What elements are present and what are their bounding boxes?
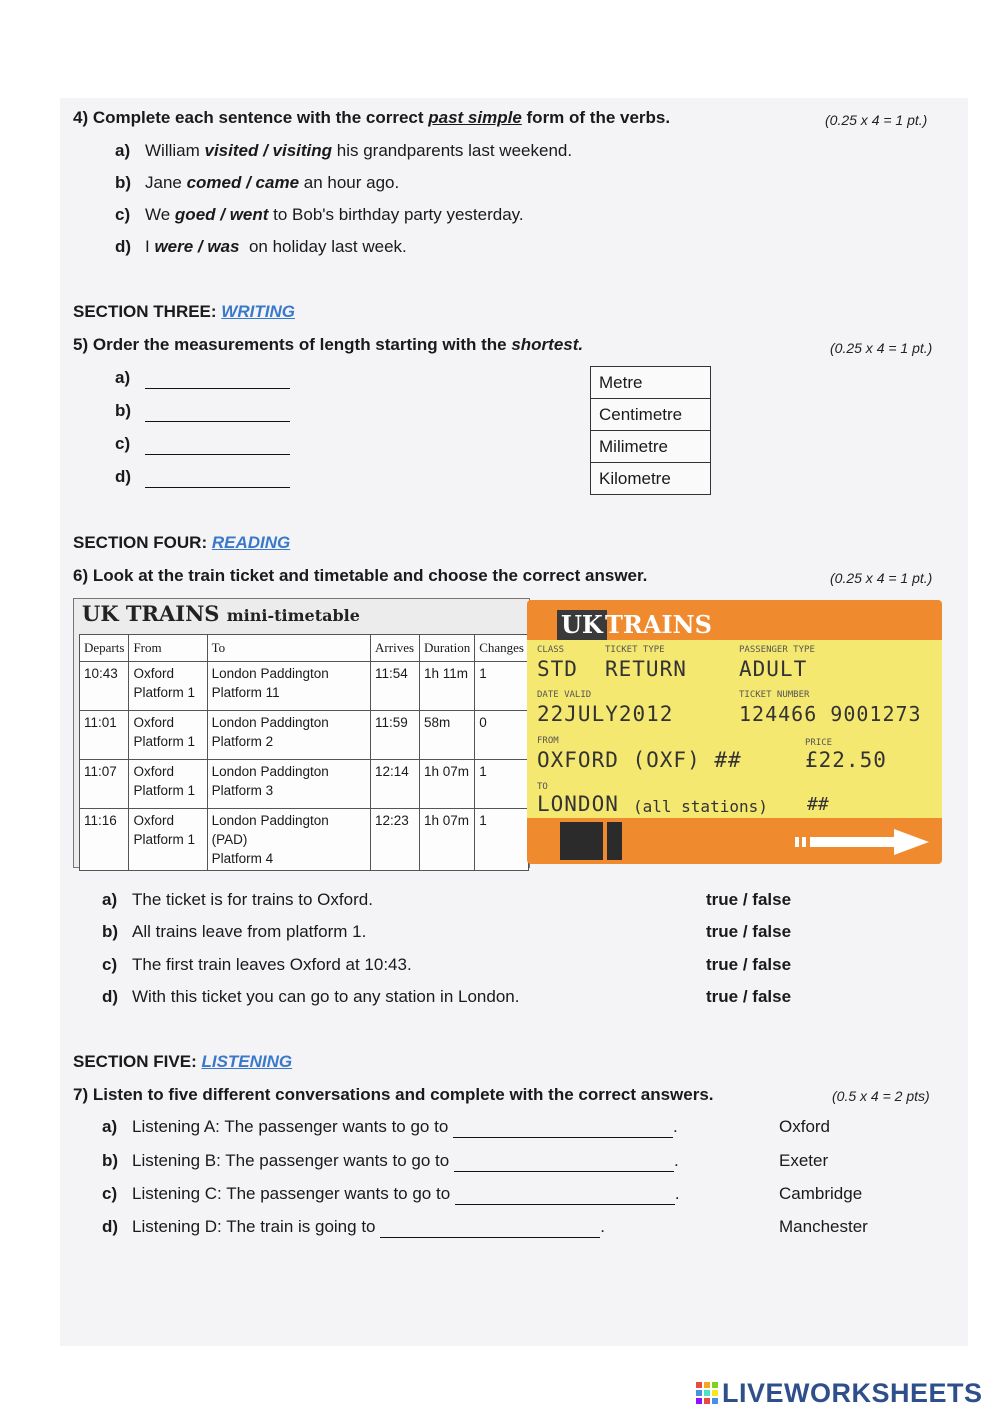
item-text: William bbox=[145, 141, 205, 160]
q6-points: (0.25 x 4 = 1 pt.) bbox=[830, 570, 933, 586]
verb-choice[interactable]: comed / came bbox=[186, 173, 300, 192]
item-label: a) bbox=[102, 890, 118, 909]
q5-answer-a bbox=[115, 368, 290, 389]
q7-prompt bbox=[73, 1085, 714, 1105]
q5-prompt bbox=[73, 335, 583, 355]
ticket-price-label: PRICE bbox=[805, 738, 833, 748]
item-label: c) bbox=[115, 205, 131, 224]
ticket-type-value: RETURN bbox=[605, 657, 687, 681]
verb-choice[interactable]: goed / went bbox=[174, 205, 269, 224]
q5-points: (0.25 x 4 = 1 pt.) bbox=[830, 340, 933, 356]
cell-from bbox=[129, 760, 207, 809]
end-mark: . bbox=[674, 1184, 680, 1203]
item-label: b) bbox=[115, 401, 132, 420]
timetable-subtitle: mini-timetable bbox=[226, 606, 360, 625]
section-title: SECTION FOUR: bbox=[73, 533, 212, 552]
from-station: Oxford bbox=[133, 666, 174, 681]
section-three-heading bbox=[73, 302, 295, 322]
table-row bbox=[80, 662, 529, 711]
item-text: Listening B: The passenger wants to go to bbox=[132, 1151, 450, 1170]
from-platform: Platform 1 bbox=[133, 685, 195, 700]
q5-answer-c bbox=[115, 434, 290, 455]
cell-changes: 1 bbox=[475, 760, 529, 809]
from-station: Oxford bbox=[133, 764, 174, 779]
section-five-heading bbox=[73, 1052, 292, 1072]
destination-option: Cambridge bbox=[779, 1184, 863, 1203]
from-station: Oxford bbox=[133, 813, 174, 828]
q4-points: (0.25 x 4 = 1 pt.) bbox=[825, 112, 928, 128]
item-text: Listening A: The passenger wants to go to bbox=[132, 1117, 449, 1136]
ticket-passenger-value: ADULT bbox=[739, 657, 808, 681]
item-label: b) bbox=[115, 173, 132, 192]
q4-prompt-emphasis: past simple bbox=[428, 108, 522, 127]
answer-blank[interactable] bbox=[455, 1184, 675, 1205]
cell-arrives: 11:54 bbox=[371, 662, 420, 711]
ticket-to-extra: (all stations) bbox=[633, 797, 768, 816]
q5-prompt-text: Order the measurements of length starting with the bbox=[92, 335, 512, 354]
timetable-title bbox=[82, 601, 360, 626]
verb-choice[interactable]: visited / visiting bbox=[204, 141, 333, 160]
cell-arrives: 11:59 bbox=[371, 711, 420, 760]
item-label: c) bbox=[115, 434, 131, 453]
train-ticket bbox=[527, 600, 942, 864]
ticket-number-label: TICKET NUMBER bbox=[739, 690, 810, 700]
to-platform: Platform 3 bbox=[211, 783, 274, 798]
cell-duration: 1h 07m bbox=[419, 809, 474, 871]
end-mark: . bbox=[673, 1151, 679, 1170]
q5-prompt-emphasis: shortest. bbox=[511, 335, 584, 354]
item-text: We bbox=[145, 205, 175, 224]
ticket-brand-trains: TRAINS bbox=[605, 610, 712, 639]
col-header: From bbox=[129, 635, 207, 662]
to-station: London Paddington bbox=[211, 715, 329, 730]
item-label: a) bbox=[102, 1117, 118, 1136]
true-false-choice[interactable]: true / false bbox=[706, 922, 792, 941]
cell-from bbox=[129, 809, 207, 871]
ticket-from-label: FROM bbox=[537, 736, 559, 746]
from-platform: Platform 1 bbox=[133, 832, 195, 847]
from-platform: Platform 1 bbox=[133, 783, 195, 798]
ticket-magstripe bbox=[560, 822, 622, 860]
ticket-passenger-label: PASSENGER TYPE bbox=[739, 645, 815, 655]
q7-number: 7) bbox=[73, 1085, 89, 1104]
verb-choice[interactable]: were / was bbox=[154, 237, 240, 256]
item-text: to Bob's birthday party yesterday. bbox=[268, 205, 524, 224]
ticket-brand-uk: UK bbox=[557, 610, 607, 640]
timetable-title-main: UK TRAINS bbox=[82, 601, 220, 626]
liveworksheets-brand[interactable]: LIVEWORKSHEETS bbox=[722, 1378, 983, 1408]
item-text: on holiday last week. bbox=[239, 237, 407, 256]
end-mark: . bbox=[600, 1217, 605, 1236]
answer-blank[interactable] bbox=[145, 434, 290, 455]
q4-item-d bbox=[115, 237, 407, 257]
q4-prompt-text: Complete each sentence with the correct bbox=[92, 108, 429, 127]
q7-item-d bbox=[102, 1217, 605, 1238]
section-title: SECTION FIVE: bbox=[73, 1052, 202, 1071]
ticket-to-value: LONDON bbox=[537, 792, 619, 816]
q6-item-b bbox=[102, 922, 366, 942]
ticket-type-label: TICKET TYPE bbox=[605, 645, 665, 655]
q7-points: (0.5 x 4 = 2 pts) bbox=[832, 1088, 930, 1104]
q6-number: 6) bbox=[73, 566, 89, 585]
q5-number: 5) bbox=[73, 335, 89, 354]
item-label: b) bbox=[102, 1151, 119, 1170]
cell-to bbox=[207, 662, 370, 711]
item-label: c) bbox=[102, 955, 118, 974]
col-header: To bbox=[207, 635, 370, 662]
cell-departs: 11:07 bbox=[80, 760, 129, 809]
to-station: London Paddington (PAD) bbox=[211, 813, 329, 847]
destination-option: Oxford bbox=[779, 1117, 831, 1136]
cell-duration: 1h 11m bbox=[419, 662, 474, 711]
item-text: I bbox=[145, 237, 155, 256]
to-station: London Paddington bbox=[211, 666, 329, 681]
item-text: All trains leave from platform 1. bbox=[132, 922, 367, 941]
item-label: d) bbox=[115, 237, 132, 256]
ticket-date-value: 22JULY2012 bbox=[537, 702, 674, 726]
measurement-option[interactable]: Kilometre bbox=[591, 463, 711, 495]
ticket-to-label: TO bbox=[537, 782, 548, 792]
ticket-header bbox=[527, 600, 942, 640]
cell-changes: 1 bbox=[475, 809, 529, 871]
ticket-arrow-icon bbox=[795, 828, 935, 858]
item-text: his grandparents last weekend. bbox=[332, 141, 573, 160]
table-row bbox=[80, 809, 529, 871]
col-header: Changes bbox=[475, 635, 529, 662]
section-four-heading bbox=[73, 533, 290, 553]
liveworksheets-logo-icon bbox=[696, 1382, 718, 1404]
q4-prompt-text-end: form of the verbs. bbox=[521, 108, 671, 127]
col-header: Departs bbox=[80, 635, 129, 662]
table-row bbox=[80, 711, 529, 760]
cell-arrives: 12:23 bbox=[371, 809, 420, 871]
from-station: Oxford bbox=[133, 715, 174, 730]
cell-to bbox=[207, 760, 370, 809]
item-label: c) bbox=[102, 1184, 118, 1203]
q6-item-d bbox=[102, 987, 519, 1007]
ticket-stripe bbox=[603, 822, 607, 860]
cell-departs: 11:16 bbox=[80, 809, 129, 871]
section-link-reading[interactable]: READING bbox=[211, 533, 291, 552]
answer-blank[interactable] bbox=[454, 1151, 674, 1172]
col-header: Arrives bbox=[371, 635, 420, 662]
section-title: SECTION THREE: bbox=[73, 302, 222, 321]
ticket-price-value: £22.50 bbox=[805, 748, 887, 772]
answer-blank[interactable] bbox=[145, 401, 290, 422]
measurement-option[interactable]: Metre bbox=[591, 367, 711, 399]
ticket-details bbox=[527, 640, 942, 818]
ticket-number-value: 124466 9001273 bbox=[739, 702, 922, 726]
q4-item-b bbox=[115, 173, 399, 193]
to-platform: Platform 2 bbox=[211, 734, 274, 749]
to-station: London Paddington bbox=[211, 764, 329, 779]
cell-from bbox=[129, 711, 207, 760]
q7-item-a bbox=[102, 1117, 678, 1138]
ticket-from-value: OXFORD (OXF) ## bbox=[537, 748, 742, 772]
cell-changes: 1 bbox=[475, 662, 529, 711]
q4-prompt bbox=[73, 108, 670, 128]
cell-departs: 11:01 bbox=[80, 711, 129, 760]
q7-prompt-text: Listen to five different conversations and complete with the correct answers. bbox=[92, 1085, 714, 1104]
q5-answer-d bbox=[115, 467, 290, 488]
measurement-option[interactable]: Milimetre bbox=[591, 431, 711, 463]
q4-number: 4) bbox=[73, 108, 89, 127]
q6-prompt-text: Look at the train ticket and timetable and choose the correct answer. bbox=[92, 566, 648, 585]
to-platform: Platform 4 bbox=[211, 851, 274, 866]
timetable-table bbox=[79, 634, 529, 871]
item-text: With this ticket you can go to any station in London. bbox=[132, 987, 520, 1006]
true-false-choice[interactable]: true / false bbox=[706, 955, 792, 974]
cell-duration: 58m bbox=[419, 711, 474, 760]
q4-item-a bbox=[115, 141, 572, 161]
item-text: an hour ago. bbox=[299, 173, 400, 192]
q6-item-c bbox=[102, 955, 412, 975]
item-label: d) bbox=[115, 467, 132, 486]
cell-duration: 1h 07m bbox=[419, 760, 474, 809]
measurements-table bbox=[590, 366, 711, 495]
item-text: The ticket is for trains to Oxford. bbox=[132, 890, 373, 909]
cell-changes: 0 bbox=[475, 711, 529, 760]
item-text: Jane bbox=[145, 173, 187, 192]
cell-from bbox=[129, 662, 207, 711]
measurement-option[interactable]: Centimetre bbox=[591, 399, 711, 431]
item-label: d) bbox=[102, 1217, 119, 1236]
q4-item-c bbox=[115, 205, 524, 225]
answer-blank[interactable] bbox=[380, 1217, 600, 1238]
ticket-class-label: CLASS bbox=[537, 645, 565, 655]
cell-arrives: 12:14 bbox=[371, 760, 420, 809]
q7-item-c bbox=[102, 1184, 680, 1205]
end-mark: . bbox=[673, 1117, 678, 1136]
item-text: Listening C: The passenger wants to go to bbox=[132, 1184, 451, 1203]
to-platform: Platform 11 bbox=[211, 685, 280, 700]
section-link-writing[interactable]: WRITING bbox=[221, 302, 295, 321]
from-platform: Platform 1 bbox=[133, 734, 195, 749]
ticket-class-value: STD bbox=[537, 657, 578, 681]
q5-answer-b bbox=[115, 401, 290, 422]
cell-to bbox=[207, 711, 370, 760]
item-text: The first train leaves Oxford at 10:43. bbox=[132, 955, 412, 974]
answer-blank[interactable] bbox=[145, 368, 290, 389]
item-label: a) bbox=[115, 368, 131, 387]
mini-timetable bbox=[73, 598, 530, 868]
q6-prompt bbox=[73, 566, 647, 586]
destination-option: Manchester bbox=[779, 1217, 868, 1236]
cell-to bbox=[207, 809, 370, 871]
col-header: Duration bbox=[419, 635, 474, 662]
q6-item-a bbox=[102, 890, 373, 910]
section-link-listening[interactable]: LISTENING bbox=[201, 1052, 293, 1071]
destination-option: Exeter bbox=[779, 1151, 829, 1170]
timetable-header-row bbox=[80, 635, 529, 662]
ticket-date-label: DATE VALID bbox=[537, 690, 592, 700]
true-false-choice[interactable]: true / false bbox=[706, 890, 792, 909]
cell-departs: 10:43 bbox=[80, 662, 129, 711]
answer-blank[interactable] bbox=[145, 467, 290, 488]
answer-blank[interactable] bbox=[453, 1117, 673, 1138]
item-label: d) bbox=[102, 987, 119, 1006]
item-label: a) bbox=[115, 141, 131, 160]
true-false-choice[interactable]: true / false bbox=[706, 987, 792, 1006]
table-row bbox=[80, 760, 529, 809]
q7-item-b bbox=[102, 1151, 679, 1172]
item-label: b) bbox=[102, 922, 119, 941]
item-text: Listening D: The train is going to bbox=[132, 1217, 376, 1236]
ticket-to-hash: ## bbox=[807, 794, 829, 815]
